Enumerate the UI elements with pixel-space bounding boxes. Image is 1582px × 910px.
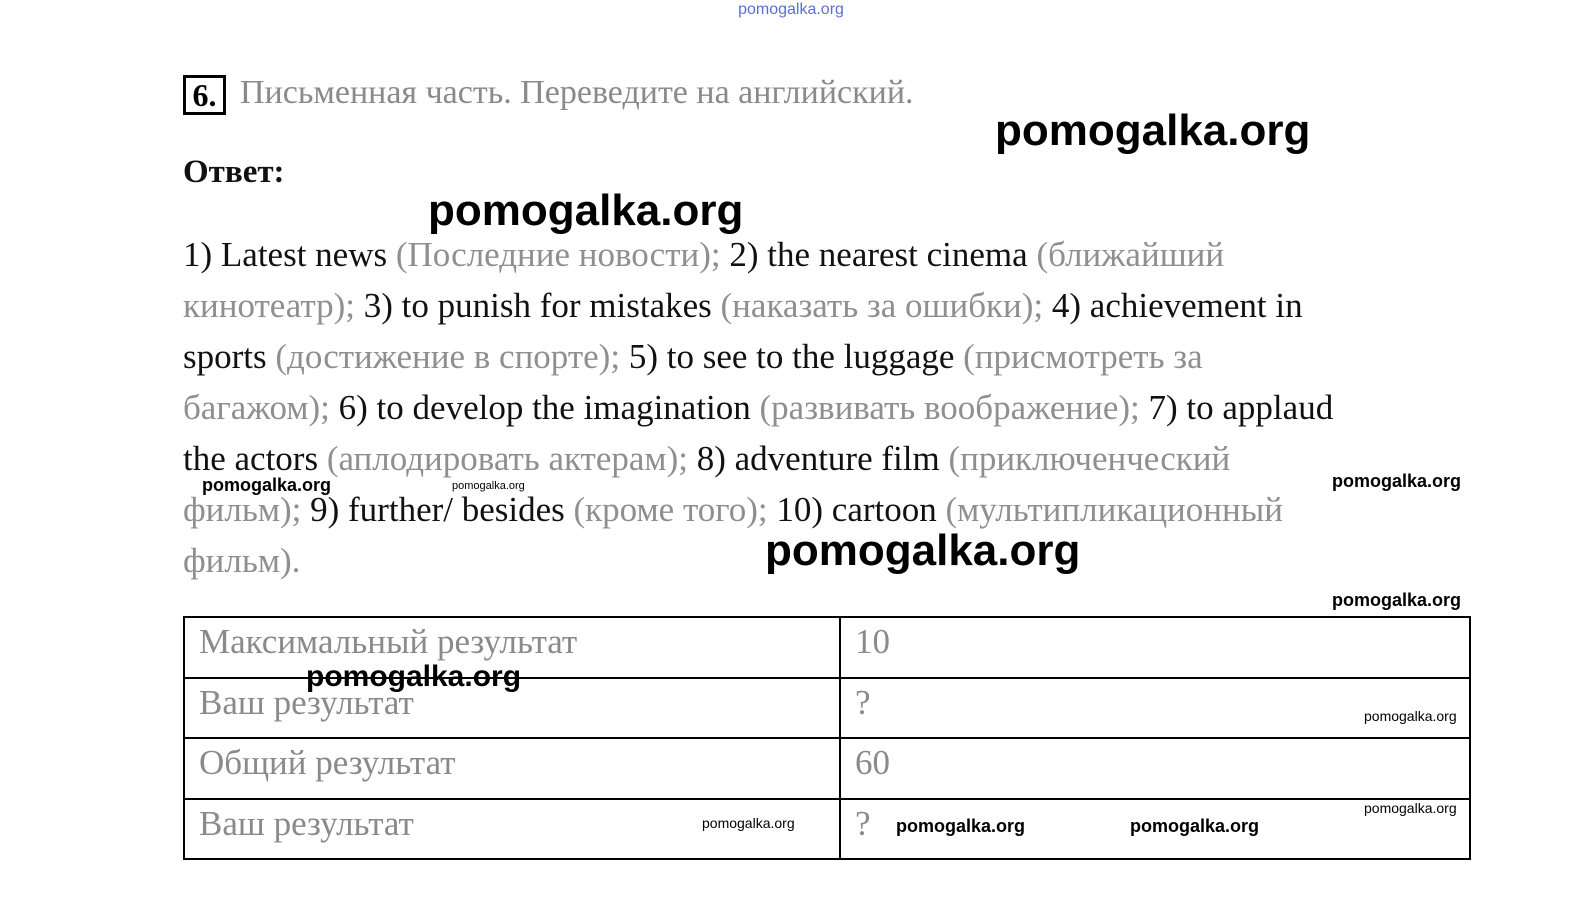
results-table: [183, 616, 1471, 860]
english-translation: the actors: [183, 439, 327, 478]
watermark: pomogalka.org: [428, 186, 744, 235]
watermark: pomogalka.org: [452, 480, 525, 492]
english-translation: 2) the nearest cinema: [729, 235, 1037, 274]
english-translation: 4) achievement in: [1051, 286, 1303, 325]
watermark: pomogalka.org: [896, 816, 1026, 836]
russian-phrase: багажом);: [183, 388, 339, 427]
row-value: ?: [840, 799, 1470, 860]
watermark: pomogalka.org: [1364, 800, 1457, 816]
russian-phrase: (присмотреть за: [963, 337, 1203, 376]
row-label: Ваш результат: [184, 678, 840, 739]
table-row: [184, 738, 1470, 799]
english-translation: 1) Latest news: [183, 235, 396, 274]
row-label: Общий результат: [184, 738, 840, 799]
watermark: pomogalka.org: [765, 526, 1081, 575]
english-translation: 3) to punish for mistakes: [363, 286, 721, 325]
task-number-box: 6.: [183, 75, 226, 115]
english-translation: 9) further/ besides: [310, 490, 574, 529]
russian-phrase: (наказать за ошибки);: [720, 286, 1052, 325]
task-title: Письменная часть. Переведите на английский.: [240, 74, 914, 111]
russian-phrase: (приключенческий: [948, 439, 1231, 478]
english-translation: 10) cartoon: [776, 490, 946, 529]
russian-phrase: фильм).: [183, 541, 301, 580]
russian-phrase: (кроме того);: [573, 490, 777, 529]
answer-line: [183, 280, 1483, 331]
watermark: pomogalka.org: [995, 106, 1311, 155]
watermark: pomogalka.org: [306, 660, 522, 693]
row-value: 60: [840, 738, 1470, 799]
russian-phrase: (аплодировать актерам);: [326, 439, 697, 478]
watermark: pomogalka.org: [1332, 590, 1462, 610]
english-translation: 6) to develop the imagination: [338, 388, 760, 427]
watermark: pomogalka.org: [1130, 816, 1260, 836]
watermark: pomogalka.org: [1332, 471, 1462, 491]
english-translation: 5) to see to the luggage: [628, 337, 964, 376]
table-row: [184, 799, 1470, 860]
russian-phrase: (развивать воображение);: [759, 388, 1149, 427]
answer-line: [183, 433, 1483, 484]
answer-line: [183, 229, 1483, 280]
answer-line: [183, 331, 1483, 382]
row-label: Максимальный результат: [184, 617, 840, 678]
watermark: pomogalka.org: [202, 475, 332, 495]
russian-phrase: кинотеатр);: [183, 286, 364, 325]
russian-phrase: (достижение в спорте);: [275, 337, 629, 376]
row-value: 10: [840, 617, 1470, 678]
answer-label: Ответ:: [183, 154, 285, 190]
answer-line: [183, 382, 1483, 433]
english-translation: 8) adventure film: [696, 439, 949, 478]
row-value: ?: [840, 678, 1470, 739]
watermark: pomogalka.org: [1364, 708, 1457, 724]
top-watermark: pomogalka.org: [738, 1, 844, 18]
english-translation: sports: [183, 337, 276, 376]
russian-phrase: (мультипликационный: [945, 490, 1283, 529]
russian-phrase: (Последние новости);: [395, 235, 730, 274]
russian-phrase: фильм);: [183, 490, 311, 529]
russian-phrase: (ближайший: [1036, 235, 1225, 274]
english-translation: 7) to applaud: [1148, 388, 1334, 427]
row-label: Ваш результат: [184, 799, 840, 860]
watermark: pomogalka.org: [702, 815, 795, 831]
